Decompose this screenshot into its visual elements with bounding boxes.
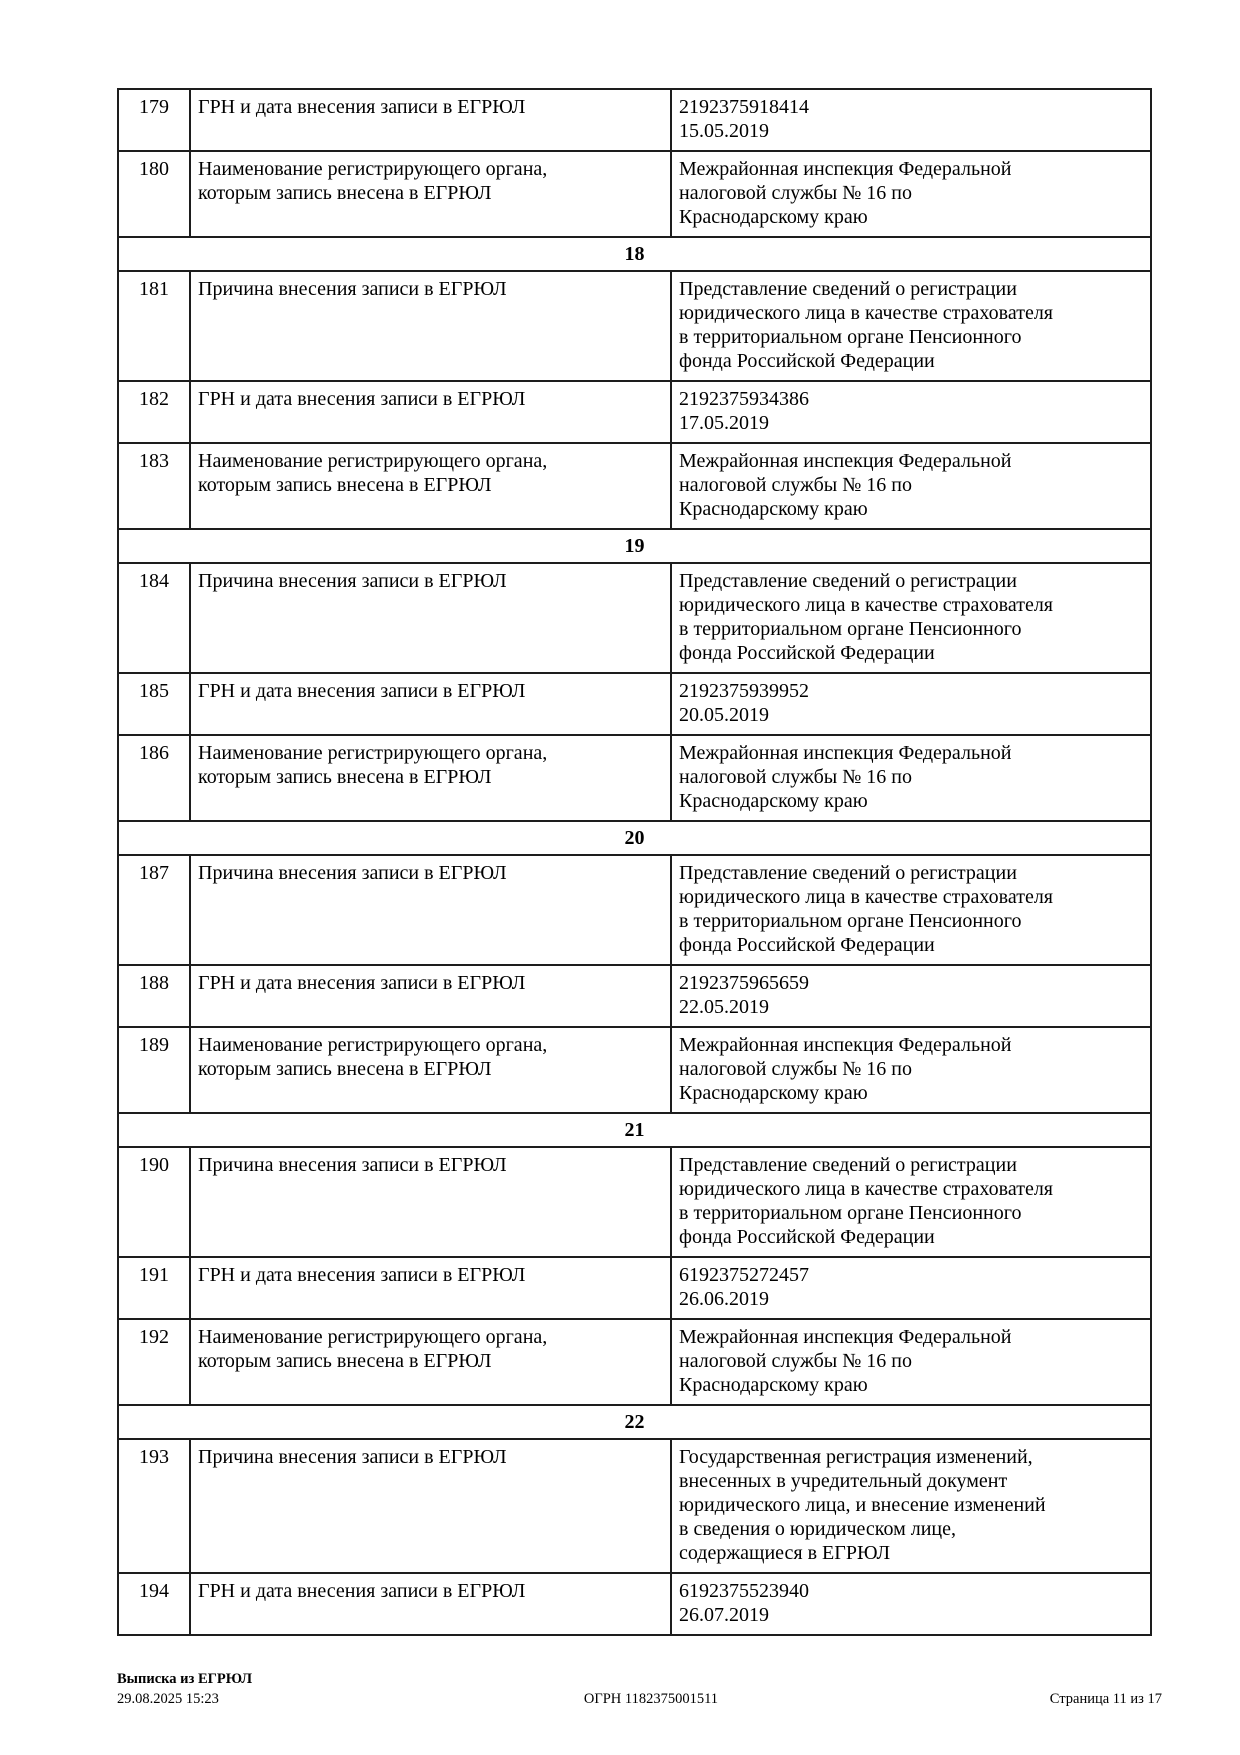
cell-text-line: налоговой службы № 16 по (679, 1058, 912, 1080)
record-value (671, 1027, 1151, 1113)
cell-text-line: внесенных в учредительный документ (679, 1470, 1008, 1492)
record-value (671, 381, 1151, 443)
record-row (118, 1147, 1151, 1257)
record-number: 192 (118, 1319, 190, 1405)
document-title: Выписка из ЕГРЮЛ (117, 1671, 253, 1687)
record-label (190, 89, 671, 151)
record-value (671, 1319, 1151, 1405)
cell-text-line: Межрайонная инспекция Федеральной (679, 158, 1012, 180)
record-label (190, 735, 671, 821)
cell-text-line: 17.05.2019 (679, 412, 769, 434)
cell-text-line: 2192375918414 (679, 96, 809, 118)
section-header-row (118, 821, 1151, 855)
record-label (190, 1319, 671, 1405)
cell-text-line: ГРН и дата внесения записи в ЕГРЮЛ (198, 1580, 526, 1602)
record-number: 189 (118, 1027, 190, 1113)
record-number: 184 (118, 563, 190, 673)
record-value (671, 673, 1151, 735)
record-row (118, 381, 1151, 443)
record-row (118, 1027, 1151, 1113)
cell-text-line: Межрайонная инспекция Федеральной (679, 1034, 1012, 1056)
cell-text-line: 6192375523940 (679, 1580, 809, 1602)
section-header-row (118, 1113, 1151, 1147)
cell-text-line: в территориальном органе Пенсионного (679, 910, 1022, 932)
cell-text-line: ГРН и дата внесения записи в ЕГРЮЛ (198, 1264, 526, 1286)
record-value (671, 1439, 1151, 1573)
cell-text-line: Причина внесения записи в ЕГРЮЛ (198, 1446, 507, 1468)
cell-text-line: которым запись внесена в ЕГРЮЛ (198, 182, 492, 204)
cell-text-line: налоговой службы № 16 по (679, 182, 912, 204)
cell-text-line: которым запись внесена в ЕГРЮЛ (198, 766, 492, 788)
footer-page-number: Страница 11 из 17 (1049, 1691, 1162, 1707)
cell-text-line: Представление сведений о регистрации (679, 1154, 1017, 1176)
cell-text-line: ГРН и дата внесения записи в ЕГРЮЛ (198, 96, 526, 118)
cell-text-line: содержащиеся в ЕГРЮЛ (679, 1542, 891, 1564)
cell-text-line: юридического лица в качестве страхователя (679, 594, 1054, 616)
record-value (671, 563, 1151, 673)
record-value (671, 443, 1151, 529)
section-number: 22 (118, 1405, 1151, 1439)
record-row (118, 151, 1151, 237)
record-label (190, 563, 671, 673)
cell-text-line: юридического лица в качестве страхователя (679, 302, 1054, 324)
record-label (190, 151, 671, 237)
record-label (190, 1257, 671, 1319)
cell-text-line: 2192375939952 (679, 680, 809, 702)
section-header-row (118, 529, 1151, 563)
record-value (671, 1573, 1151, 1635)
cell-text-line: юридического лица в качестве страхователя (679, 886, 1054, 908)
cell-text-line: Краснодарскому краю (679, 1374, 868, 1396)
record-label (190, 443, 671, 529)
footer-ogrn: ОГРН 1182375001511 (583, 1691, 719, 1707)
record-row (118, 271, 1151, 381)
cell-text-line: Представление сведений о регистрации (679, 570, 1017, 592)
cell-text-line: 20.05.2019 (679, 704, 769, 726)
cell-text-line: Причина внесения записи в ЕГРЮЛ (198, 278, 507, 300)
record-label (190, 381, 671, 443)
cell-text-line: ГРН и дата внесения записи в ЕГРЮЛ (198, 972, 526, 994)
section-header-row (118, 237, 1151, 271)
record-label (190, 1147, 671, 1257)
cell-text-line: Причина внесения записи в ЕГРЮЛ (198, 1154, 507, 1176)
cell-text-line: Межрайонная инспекция Федеральной (679, 742, 1012, 764)
record-number: 186 (118, 735, 190, 821)
record-number: 183 (118, 443, 190, 529)
cell-text-line: в сведения о юридическом лице, (679, 1518, 956, 1540)
record-label (190, 1439, 671, 1573)
cell-text-line: фонда Российской Федерации (679, 934, 935, 956)
cell-text-line: Краснодарскому краю (679, 498, 868, 520)
cell-text-line: фонда Российской Федерации (679, 1226, 935, 1248)
cell-text-line: юридического лица в качестве страхователя (679, 1178, 1054, 1200)
record-row (118, 965, 1151, 1027)
cell-text-line: Наименование регистрирующего органа, (198, 158, 548, 180)
record-value (671, 1147, 1151, 1257)
section-number: 21 (118, 1113, 1151, 1147)
cell-text-line: Представление сведений о регистрации (679, 862, 1017, 884)
record-row (118, 563, 1151, 673)
record-value (671, 89, 1151, 151)
record-value (671, 151, 1151, 237)
record-label (190, 1027, 671, 1113)
cell-text-line: Наименование регистрирующего органа, (198, 450, 548, 472)
cell-text-line: 26.07.2019 (679, 1604, 769, 1626)
cell-text-line: Краснодарскому краю (679, 790, 868, 812)
section-number: 19 (118, 529, 1151, 563)
cell-text-line: 22.05.2019 (679, 996, 769, 1018)
record-row (118, 1319, 1151, 1405)
cell-text-line: Межрайонная инспекция Федеральной (679, 1326, 1012, 1348)
footer-datetime: 29.08.2025 15:23 (117, 1691, 219, 1707)
record-number: 190 (118, 1147, 190, 1257)
record-row (118, 1439, 1151, 1573)
cell-text-line: которым запись внесена в ЕГРЮЛ (198, 474, 492, 496)
cell-text-line: налоговой службы № 16 по (679, 1350, 912, 1372)
cell-text-line: фонда Российской Федерации (679, 350, 935, 372)
record-row (118, 855, 1151, 965)
footer-left-block (117, 1669, 252, 1709)
record-label (190, 965, 671, 1027)
cell-text-line: Наименование регистрирующего органа, (198, 1326, 548, 1348)
page-footer (117, 1669, 1162, 1709)
section-header-row (118, 1405, 1151, 1439)
cell-text-line: ГРН и дата внесения записи в ЕГРЮЛ (198, 680, 526, 702)
record-number: 179 (118, 89, 190, 151)
cell-text-line: Представление сведений о регистрации (679, 278, 1017, 300)
record-number: 187 (118, 855, 190, 965)
cell-text-line: в территориальном органе Пенсионного (679, 326, 1022, 348)
registry-table-body (118, 89, 1151, 1635)
record-number: 191 (118, 1257, 190, 1319)
section-number: 18 (118, 237, 1151, 271)
record-number: 193 (118, 1439, 190, 1573)
record-label (190, 1573, 671, 1635)
cell-text-line: Краснодарскому краю (679, 1082, 868, 1104)
cell-text-line: 15.05.2019 (679, 120, 769, 142)
record-value (671, 855, 1151, 965)
cell-text-line: налоговой службы № 16 по (679, 474, 912, 496)
cell-text-line: которым запись внесена в ЕГРЮЛ (198, 1350, 492, 1372)
record-row (118, 673, 1151, 735)
cell-text-line: Причина внесения записи в ЕГРЮЛ (198, 570, 507, 592)
record-value (671, 271, 1151, 381)
cell-text-line: Наименование регистрирующего органа, (198, 1034, 548, 1056)
cell-text-line: юридического лица, и внесение изменений (679, 1494, 1046, 1516)
record-row (118, 443, 1151, 529)
cell-text-line: 2192375965659 (679, 972, 809, 994)
cell-text-line: Причина внесения записи в ЕГРЮЛ (198, 862, 507, 884)
record-number: 194 (118, 1573, 190, 1635)
cell-text-line: 26.06.2019 (679, 1288, 769, 1310)
cell-text-line: ГРН и дата внесения записи в ЕГРЮЛ (198, 388, 526, 410)
cell-text-line: в территориальном органе Пенсионного (679, 1202, 1022, 1224)
record-number: 182 (118, 381, 190, 443)
record-number: 181 (118, 271, 190, 381)
record-row (118, 1257, 1151, 1319)
record-value (671, 965, 1151, 1027)
record-value (671, 1257, 1151, 1319)
cell-text-line: Межрайонная инспекция Федеральной (679, 450, 1012, 472)
record-number: 180 (118, 151, 190, 237)
cell-text-line: Государственная регистрация изменений, (679, 1446, 1033, 1468)
cell-text-line: налоговой службы № 16 по (679, 766, 912, 788)
record-label (190, 855, 671, 965)
cell-text-line: Наименование регистрирующего органа, (198, 742, 548, 764)
record-value (671, 735, 1151, 821)
cell-text-line: 2192375934386 (679, 388, 809, 410)
record-row (118, 89, 1151, 151)
egrul-records-table (117, 88, 1152, 1636)
record-label (190, 673, 671, 735)
record-row (118, 735, 1151, 821)
cell-text-line: которым запись внесена в ЕГРЮЛ (198, 1058, 492, 1080)
record-row (118, 1573, 1151, 1635)
cell-text-line: в территориальном органе Пенсионного (679, 618, 1022, 640)
cell-text-line: Краснодарскому краю (679, 206, 868, 228)
cell-text-line: 6192375272457 (679, 1264, 809, 1286)
record-number: 188 (118, 965, 190, 1027)
section-number: 20 (118, 821, 1151, 855)
record-label (190, 271, 671, 381)
cell-text-line: фонда Российской Федерации (679, 642, 935, 664)
record-number: 185 (118, 673, 190, 735)
